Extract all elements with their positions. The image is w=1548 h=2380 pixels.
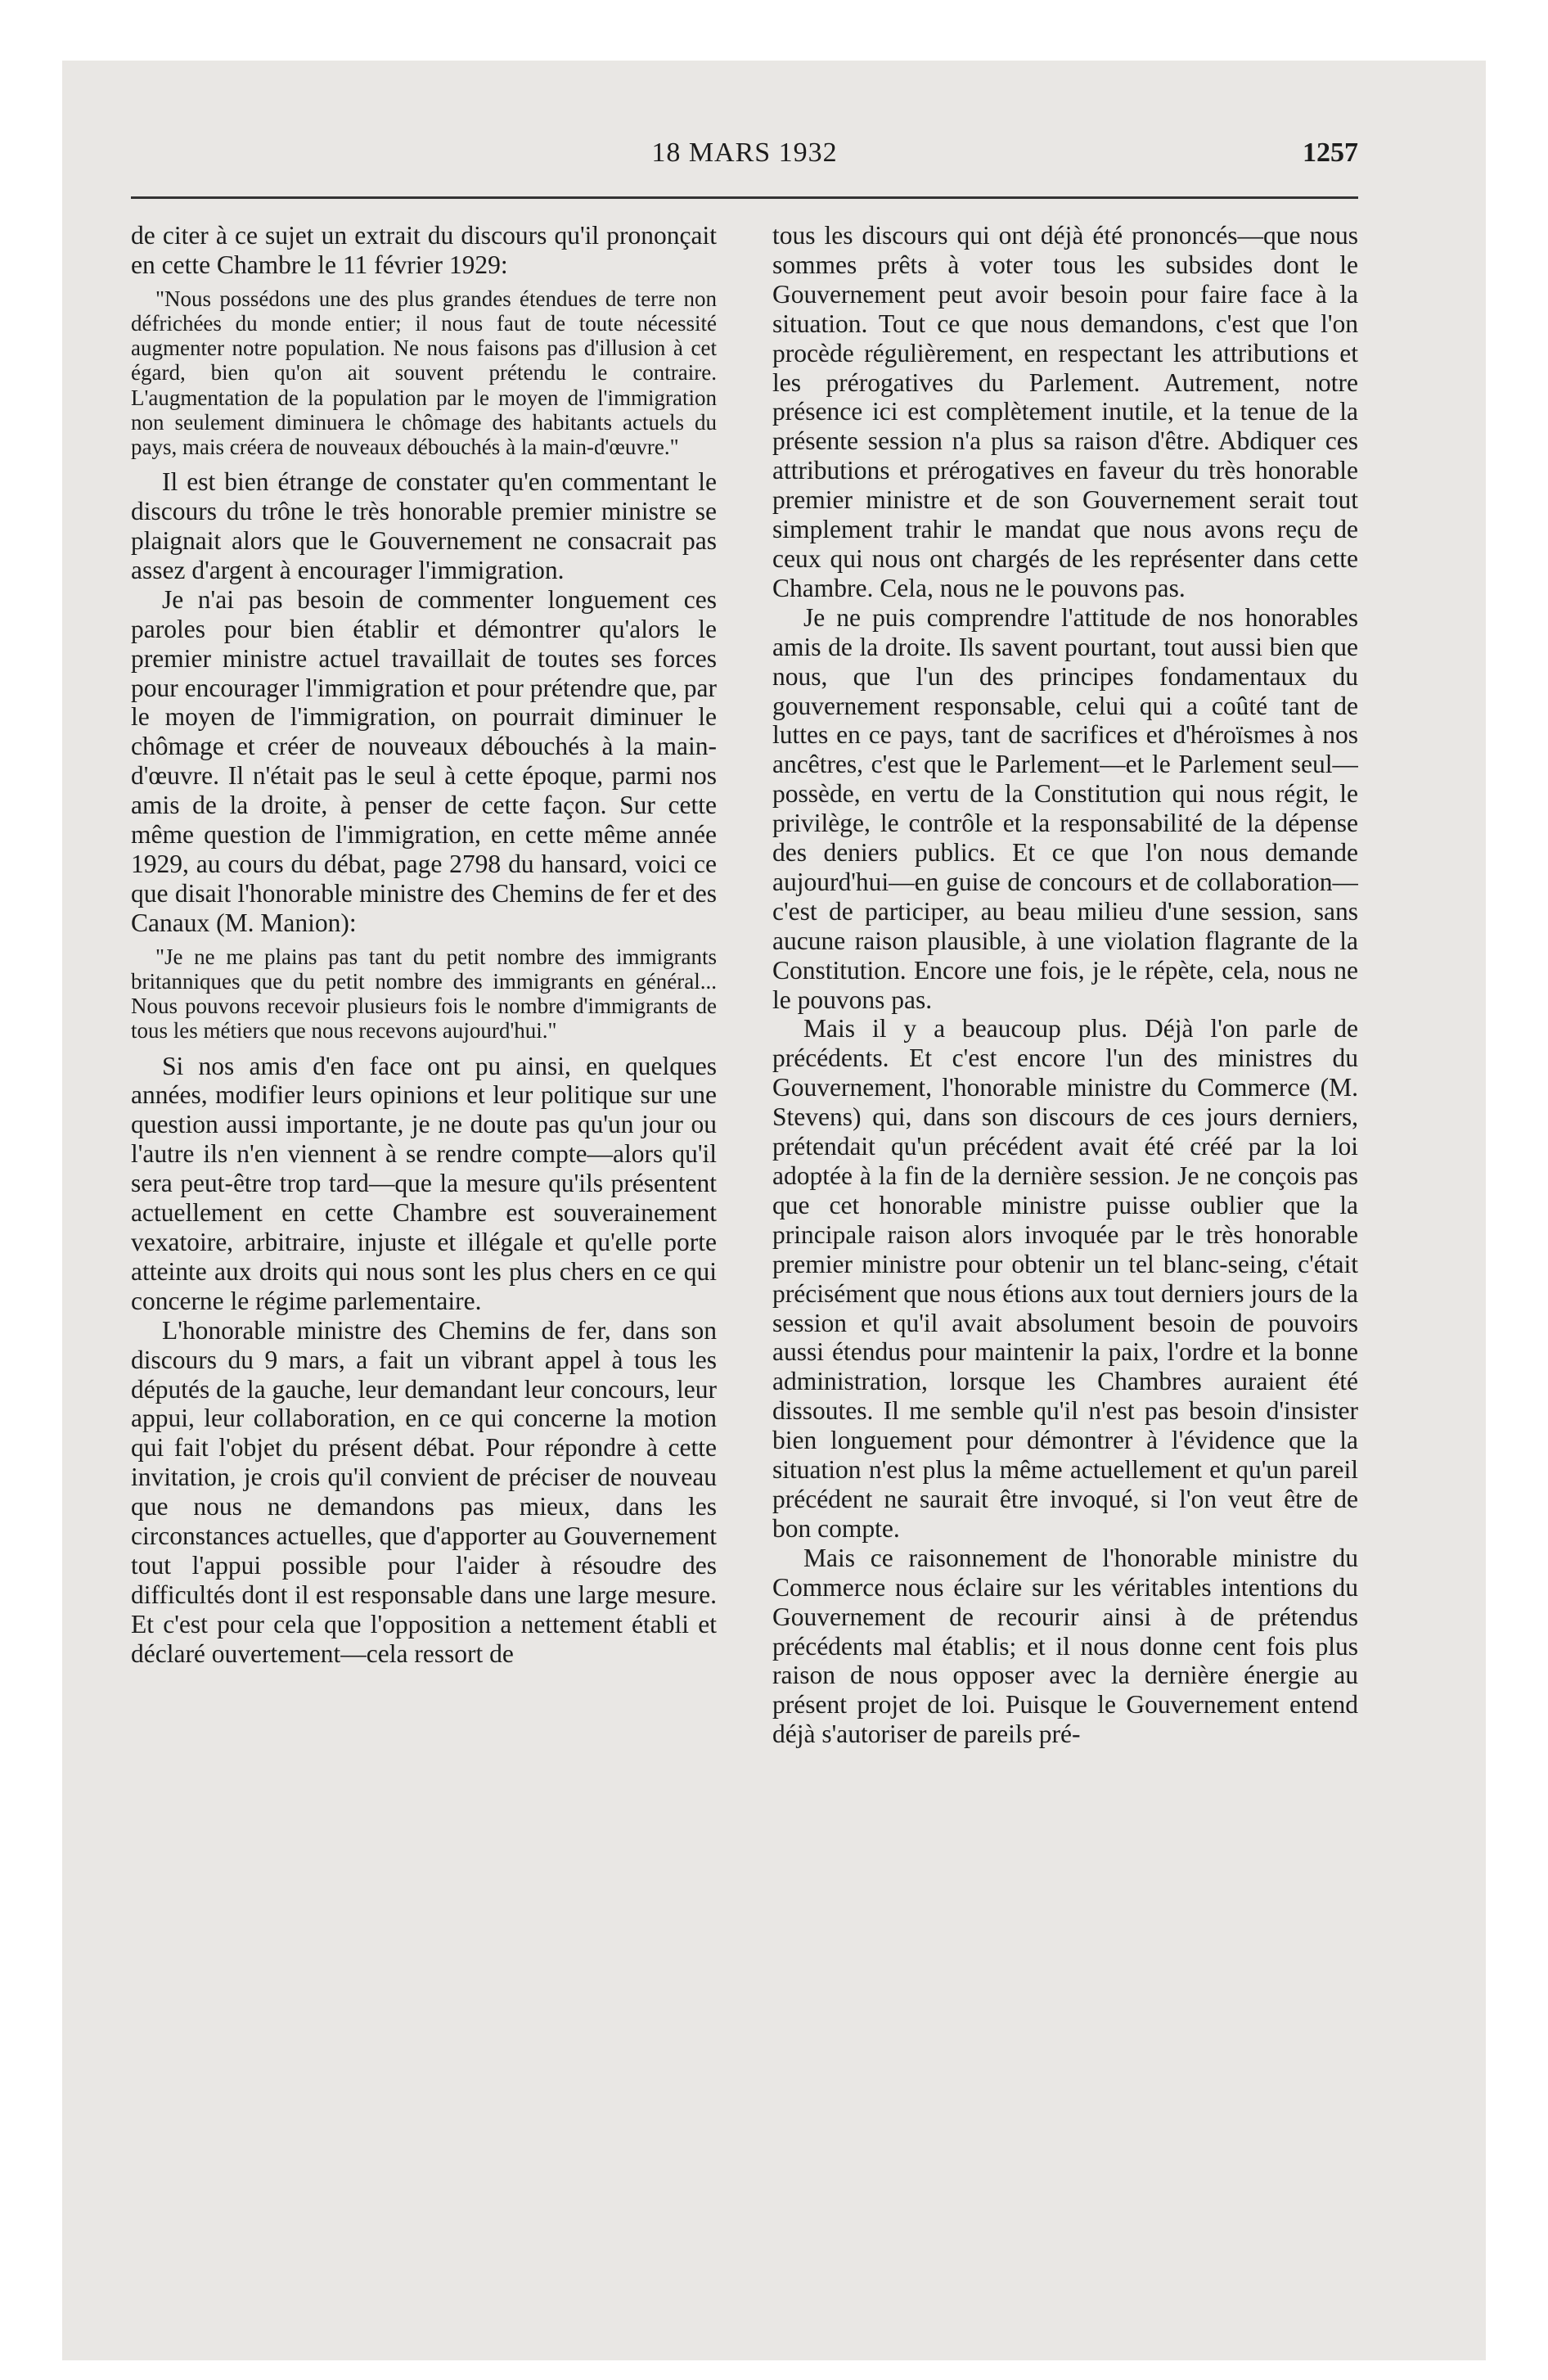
paragraph: tous les discours qui ont déjà été prononcés—que nous sommes prêts à voter tous les subsides dont le Gouvernement peut avoir besoin pour faire face à la situation. Tout ce que nous demandons, c'est que l'on procède régulièrement, en respectant les attributions et les prérogatives du Parlement. Autrement, notre présence ici est complètement inutile, et la tenue de la présente session n'a plus sa raison d'être. Abdiquer ces attributions et prérogatives en faveur du très honorable premier ministre et de son Gouvernement serait tout simplement trahir le mandat que nous avons reçu de ceux qui nous ont chargés de les représenter dans cette Chambre. Cela, nous ne le pouvons pas. [772,221,1358,602]
quotation: "Nous possédons une des plus grandes étendues de terre non défrichées du monde entier; il nous faut de toute nécessité augmenter notre population. Ne nous faisons pas d'illusion à cet égard, bien qu'on ait souvent prétendu le contraire. L'augmentation de la population par le moyen de l'immigration non seulement diminuera le chômage des habitants actuels du pays, mais créera de nouveaux débouchés à la main-d'œuvre." [131,286,717,460]
paragraph: Si nos amis d'en face ont pu ainsi, en quelques années, modifier leurs opinions et leur politique sur une question aussi importante, je ne doute pas qu'un jour ou l'autre ils n'en viennent à se rendre compte—alors qu'il sera peut-être trop tard—que la mesure qu'ils présentent actuellement en cette Chambre est souverainement vexatoire, arbitraire, injuste et illégale et qu'elle porte atteinte aux droits qui nous sont les plus chers en ce qui concerne le régime parlementaire. [131,1051,717,1315]
left-column [131,221,717,2161]
header-rule [131,196,1358,199]
quotation: "Je ne me plains pas tant du petit nombre des immigrants britanniques que du petit nombre des immigrants en général... Nous pouvons recevoir plusieurs fois le nombre d'immigrants de tous les métiers que nous recevons aujourd'hui." [131,944,717,1044]
paragraph: Mais ce raisonnement de l'honorable ministre du Commerce nous éclaire sur les véritables intentions du Gouvernement de recourir ainsi à de prétendus précédents mal établis; et il nous donne cent fois plus raison de nous opposer avec la dernière énergie au présent projet de loi. Puisque le Gouvernement entend déjà s'autoriser de pareils pré- [772,1543,1358,1749]
paragraph: Mais il y a beaucoup plus. Déjà l'on parle de précédents. Et c'est encore l'un des ministres du Gouvernement, l'honorable ministre du Commerce (M. Stevens) qui, dans son discours de ces jours derniers, prétendait qu'un précédent avait été créé par la loi adoptée à la fin de la dernière session. Je ne conçois pas que cet honorable ministre puisse oublier que la principale raison alors invoquée par le très honorable premier ministre pour obtenir un tel blanc-seing, c'était précisément que nous étions aux tout derniers jours de la session et qu'il avait absolument besoin de pouvoirs aussi étendus pour maintenir la paix, l'ordre et la bonne administration, lorsque les Chambres auraient été dissoutes. Il me semble qu'il n'est pas besoin d'insister bien longuement pour démontrer à l'évidence que la situation n'est plus la même actuellement et qu'un pareil précédent ne saurait être invoqué, si l'on veut être de bon compte. [772,1014,1358,1543]
paragraph: Il est bien étrange de constater qu'en commentant le discours du trône le très honorable premier ministre se plaignait alors que le Gouvernement ne consacrait pas assez d'argent à encourager l'immigration. [131,467,717,584]
paragraph: Je ne puis comprendre l'attitude de nos honorables amis de la droite. Ils savent pourtant, tout aussi bien que nous, que l'un des principes fondamentaux du gouvernement responsable, celui qui a coûté tant de luttes en ce pays, tant de sacrifices et d'héroïsmes à nos ancêtres, c'est que le Parlement—et le Parlement seul—possède, en vertu de la Constitution qui nous régit, le privilège, le contrôle et la responsabilité de la dépense des deniers publics. Et ce que l'on nous demande aujourd'hui—en guise de concours et de collaboration—c'est de participer, au beau milieu d'une session, sans aucune raison plausible, à une violation flagrante de la Constitution. Encore une fois, je le répète, cela, nous ne le pouvons pas. [772,602,1358,1014]
paragraph: de citer à ce sujet un extrait du discours qu'il prononçait en cette Chambre le 11 février 1929: [131,221,717,279]
paragraph: L'honorable ministre des Chemins de fer, dans son discours du 9 mars, a fait un vibrant appel à tous les députés de la gauche, leur demandant leur concours, leur appui, leur collaboration, en ce qui concerne la motion qui fait l'objet du présent débat. Pour répondre à cette invitation, je crois qu'il convient de préciser de nouveau que nous ne demandons pas mieux, dans les circonstances actuelles, que d'apporter au Gouvernement tout l'appui possible pour l'aider à résoudre des difficultés dont il est responsable dans une large mesure. Et c'est pour cela que l'opposition a nettement établi et déclaré ouvertement—cela ressort de [131,1315,717,1668]
session-date: 18 MARS 1932 [651,137,838,168]
right-column [772,221,1358,2161]
page-number: 1257 [1303,137,1358,168]
page-header [131,137,1358,187]
paragraph: Je n'ai pas besoin de commenter longuement ces paroles pour bien établir et démontrer qu'alors le premier ministre actuel travaillait de toutes ses forces pour encourager l'immigration et pour prétendre que, par le moyen de l'immigration, on pourrait diminuer le chômage et créer de nouveaux débouchés à la main-d'œuvre. Il n'était pas le seul à cette époque, parmi nos amis de la droite, à penser de cette façon. Sur cette même question de l'immigration, en cette même année 1929, au cours du débat, page 2798 du hansard, voici ce que disait l'honorable ministre des Chemins de fer et des Canaux (M. Manion): [131,584,717,937]
